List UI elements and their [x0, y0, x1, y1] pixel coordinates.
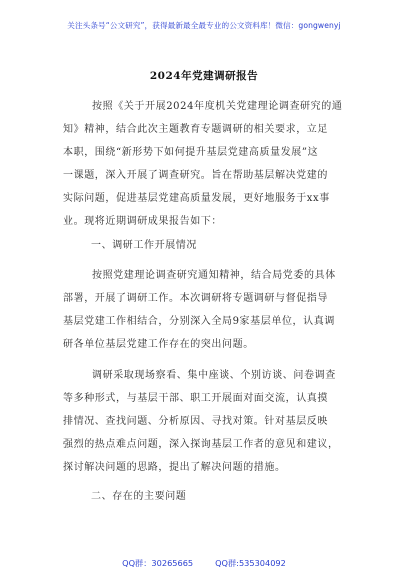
body-line: 基层党建工作相结合，分别深入全局9家基层单位，认真调: [63, 316, 335, 327]
qq-group-1: QQ群：30265665: [122, 558, 194, 568]
body-line: 按照《关于开展2024年度机关党建理论调查研究的通: [92, 101, 343, 112]
body-line: 本职，围绕“新形势下如何提升基层党建高质量发展”这: [63, 147, 319, 158]
section-heading: 一、调研工作开展情况: [91, 240, 197, 251]
body-line: 部署，开展了调研工作。本次调研将专题调研与督促指导: [63, 293, 328, 304]
document-title: 2024年党建调研报告: [149, 70, 259, 82]
body-line: 排情况、查找问题、分析原因、寻找对策。针对基层反映: [63, 416, 328, 427]
body-line: 强烈的热点难点问题，深入探询基层工作者的意见和建议，: [63, 439, 339, 450]
body-line: 研各单位基层党建工作存在的突出问题。: [63, 339, 254, 350]
body-line: 探讨解决问题的思路，提出了解决问题的措施。: [63, 462, 286, 473]
section-heading: 二、存在的主要问题: [91, 491, 187, 502]
body-line: 业。现将近期调研成果报告如下：: [63, 216, 222, 227]
body-line: 实际问题，促进基层党建高质量发展，更好地服务于xx事: [63, 193, 330, 204]
body-line: 知》精神，结合此次主题教育专题调研的相关要求，立足: [63, 124, 328, 135]
top-banner: 关注头条号“公文研究”，获得最新最全最专业的公文资料库！微信：gongwenyj: [67, 21, 341, 30]
body-line: 调研采取现场察看、集中座谈、个别访谈、问卷调查: [92, 370, 336, 381]
body-line: 按照党建理论调查研究通知精神，结合局党委的具体: [92, 270, 336, 281]
body-line: 一课题，深入开展了调查研究。旨在帮助基层解决党建的: [63, 170, 328, 181]
qq-group-2: QQ群:535304092: [215, 558, 286, 568]
body-line: 等多种形式，与基层干部、职工开展面对面交流，认真摸: [63, 393, 328, 404]
footer-qq-groups: [0, 558, 408, 569]
